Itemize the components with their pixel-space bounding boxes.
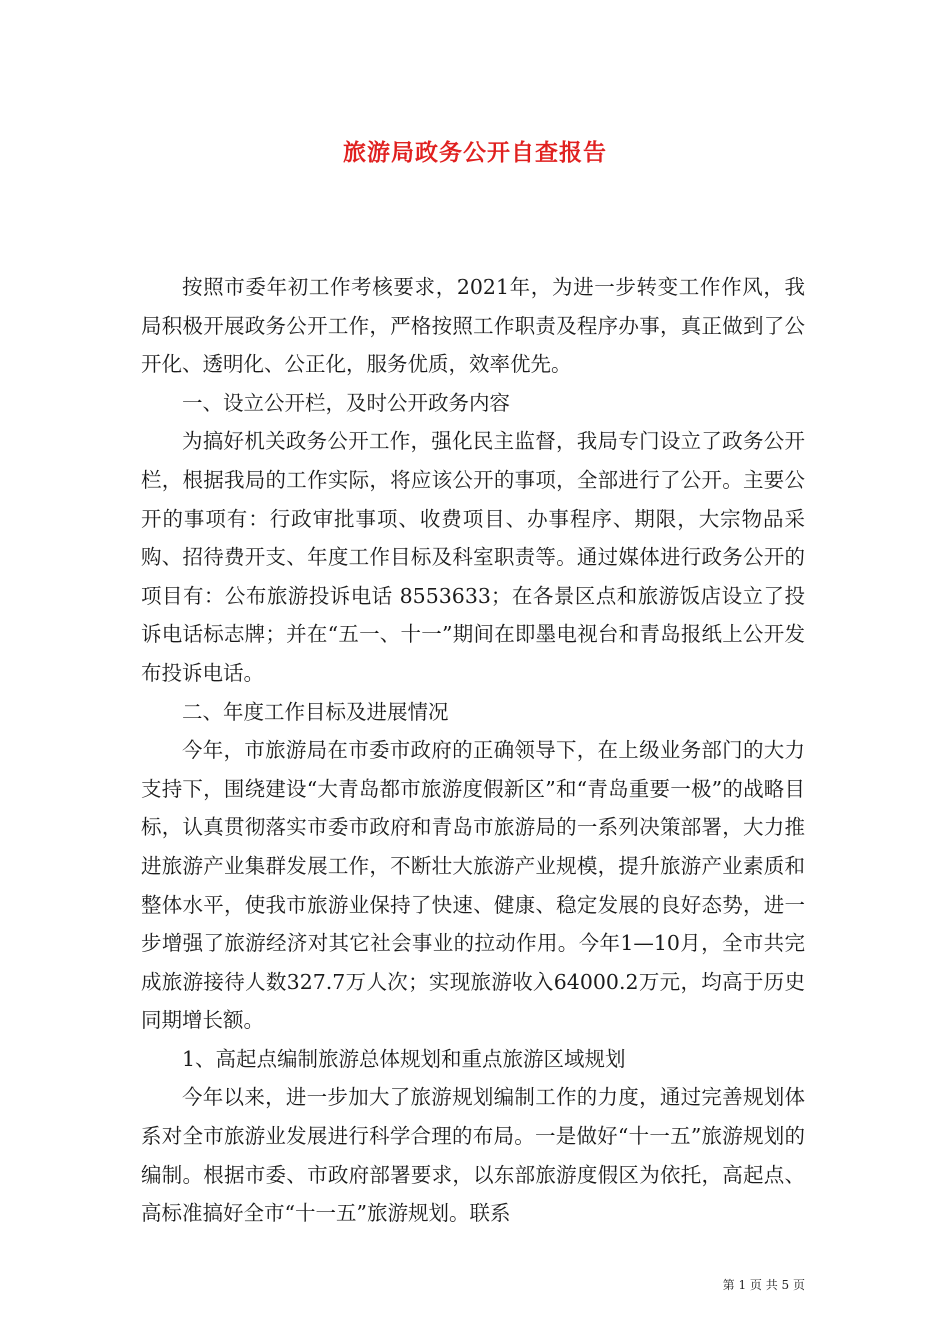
paragraph-section-1: 为搞好机关政务公开工作，强化民主监督，我局专门设立了政务公开栏，根据我局的工作实际，将应该公开的事项，全部进行了公开。主要公开的事项有：行政审批事项、收费项目、办事程序、期限，大宗物品采购、招待费开支、年度工作目标及科室职责等。通过媒体进行政务公开的项目有：公布旅游投诉电话 8553633；在各景区点和旅游饭店设立了投诉电话标志牌；并在“五一、十一”期间在即墨电视台和青岛报纸上公开发布投诉电话。 [141, 429, 805, 685]
page-number-footer: 第 1 页 共 5 页 [722, 1278, 805, 1292]
paragraph-subsection-1: 今年以来，进一步加大了旅游规划编制工作的力度，通过完善规划体系对全市旅游业发展进行科学合理的布局。一是做好“十一五”旅游规划的编制。根据市委、市政府部署要求，以东部旅游度假区为依托，高起点、高标准搞好全市“十一五”旅游规划。联系 [141, 1085, 805, 1226]
document-title: 旅游局政务公开自查报告 [343, 139, 607, 166]
subsection-heading-1: 1、高起点编制旅游总体规划和重点旅游区域规划 [182, 1046, 626, 1071]
section-heading-1: 一、设立公开栏，及时公开政务内容 [182, 390, 510, 415]
paragraph-intro: 按照市委年初工作考核要求，2021年，为进一步转变工作作风，我局积极开展政务公开工作，严格按照工作职责及程序办事，真正做到了公开化、透明化、公正化，服务优质，效率优先。 [141, 275, 805, 377]
section-heading-2: 二、年度工作目标及进展情况 [182, 699, 449, 724]
document-body [141, 268, 805, 1233]
paragraph-section-2: 今年，市旅游局在市委市政府的正确领导下，在上级业务部门的大力支持下，围绕建设“大青岛都市旅游度假新区”和“青岛重要一极”的战略目标，认真贯彻落实市委市政府和青岛市旅游局的一系列决策部署，大力推进旅游产业集群发展工作，不断壮大旅游产业规模，提升旅游产业素质和整体水平，使我市旅游业保持了快速、健康、稳定发展的良好态势，进一步增强了旅游经济对其它社会事业的拉动作用。今年1—10月，全市共完成旅游接待人数327.7万人次；实现旅游收入64000.2万元，均高于历史同期增长额。 [141, 738, 805, 1033]
